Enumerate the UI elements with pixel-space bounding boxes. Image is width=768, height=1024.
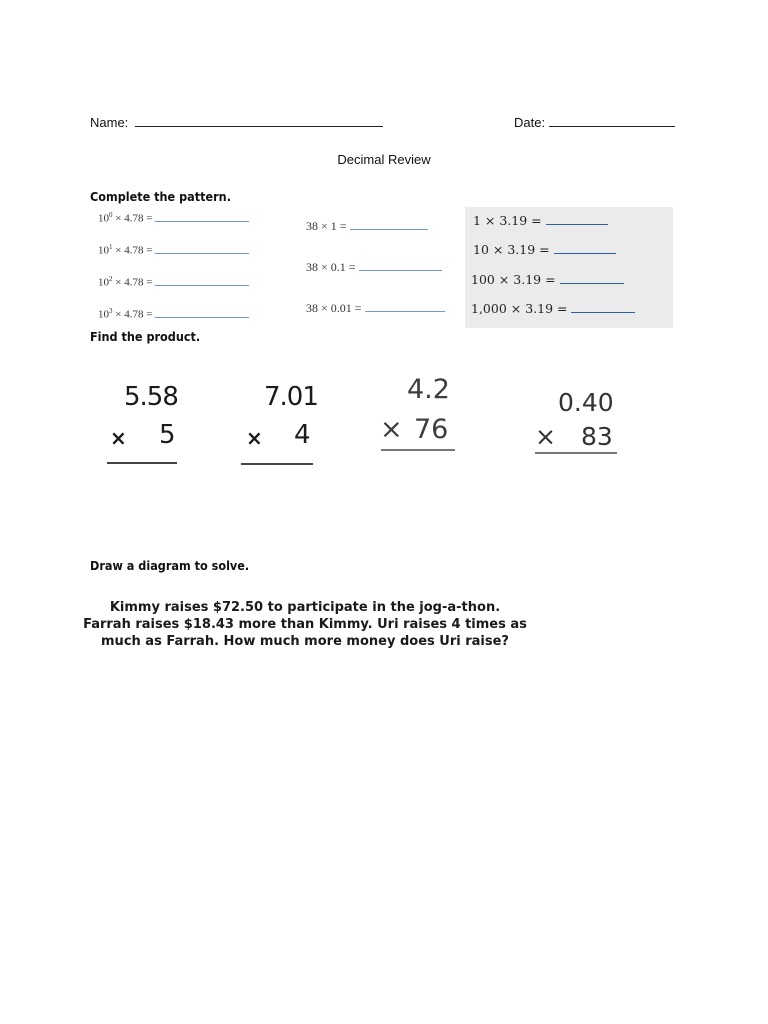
pattern-heading: Complete the pattern. [90,189,231,204]
name-field[interactable] [90,114,383,130]
multiply-sign: × [380,414,403,445]
exponent: 3 [109,307,113,315]
answer-blank[interactable] [546,224,608,225]
pattern-col3-row [471,272,624,287]
pattern-expression: 4.78 = [124,244,153,257]
problem-2-bottom: 4 [294,420,311,450]
answer-blank[interactable] [365,311,445,312]
product-heading: Find the product. [90,329,201,344]
pattern-col1-row: $10^0 \times 4.78$ = [98,211,249,225]
problem-2-top: 7.01 [264,382,318,412]
pattern-col2-row [306,219,428,234]
problem-3-top: 4.2 [407,374,450,405]
pattern-expression: 10 × 3.19 = [473,242,550,257]
date-field[interactable] [514,114,675,130]
problem-1-top: 5.58 [124,382,178,412]
problem-4-top: 0.40 [558,388,614,417]
answer-blank[interactable] [554,253,616,254]
pattern-col2-row [306,301,445,316]
multiply-sign: × [110,426,127,450]
multiply-sign: × [246,426,263,450]
pattern-expression: 38 × 0.01 = [306,301,362,315]
pattern-expression: 4.78 = [124,212,153,225]
answer-blank[interactable] [350,229,428,230]
date-label: Date: [514,115,546,130]
answer-blank[interactable] [155,317,249,318]
pattern-col1-row: $10^2 \times 4.78$ = [98,275,249,289]
word-problem-line: Kimmy raises $72.50 to participate in the jog-a-thon. [109,600,501,615]
word-problem-line: much as Farrah. How much more money does Uri raise? [101,634,509,649]
answer-line [535,452,617,454]
pattern-col2-row [306,260,442,275]
answer-line [241,463,313,465]
pattern-expression: 4.78 = [124,276,153,289]
answer-blank[interactable] [155,253,249,254]
answer-blank[interactable] [155,285,249,286]
word-problem-line: Farrah raises $18.43 more than Kimmy. Uri raises 4 times as [83,617,527,632]
answer-blank[interactable] [560,283,624,284]
pattern-expression: 4.78 = [124,308,153,321]
pattern-col3-row [473,242,616,257]
answer-blank[interactable] [155,221,249,222]
exponent: 2 [109,275,113,283]
pattern-expression: 1,000 × 3.19 = [471,301,568,316]
pattern-expression: 38 × 1 = [306,219,347,233]
pattern-expression: 100 × 3.19 = [471,272,556,287]
pattern-col3-row [471,301,635,316]
problem-1-bottom: 5 [159,420,176,450]
answer-line [107,462,177,464]
word-problem [80,599,530,650]
answer-blank[interactable] [571,312,635,313]
exponent: 0 [109,211,113,219]
date-blank[interactable] [549,114,675,127]
pattern-col1-row: $10^3 \times 4.78$ = [98,307,249,321]
multiply-sign: × [535,422,556,451]
pattern-col1-row: $10^1 \times 4.78$ = [98,243,249,257]
pattern-expression: 1 × 3.19 = [473,213,542,228]
name-blank[interactable] [135,114,383,127]
problem-4-bottom: 83 [581,422,613,451]
answer-line [381,449,455,451]
answer-blank[interactable] [359,270,442,271]
problem-3-bottom: 76 [414,414,449,445]
diagram-heading: Draw a diagram to solve. [90,558,250,573]
exponent: 1 [109,243,113,251]
pattern-col3-row [473,213,608,228]
page-title: Decimal Review [337,152,431,167]
name-label: Name: [90,115,129,130]
pattern-expression: 38 × 0.1 = [306,260,356,274]
